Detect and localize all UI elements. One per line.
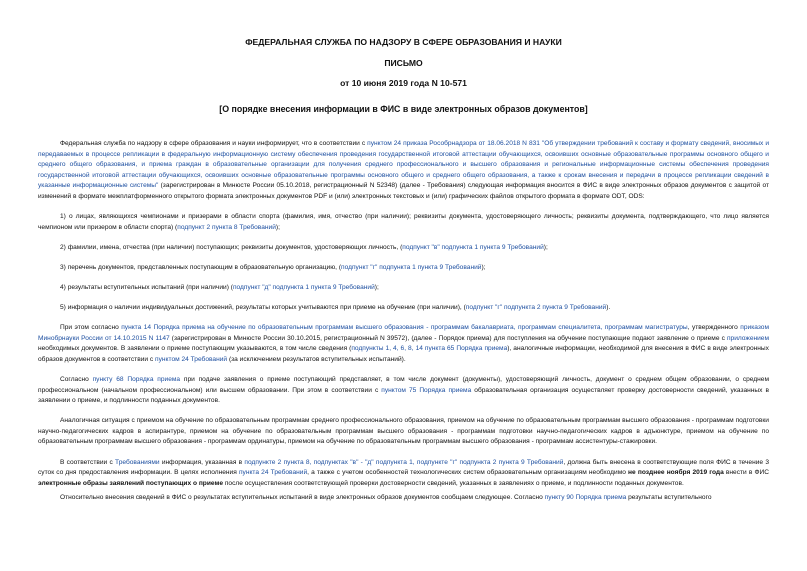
text: (зарегистрирован в Минюсте России 05.10.2018, регистрационный N 52348) (далее - Требования) следующая информация вносится в ФИС в виде электронных образов документов с защитой от изменений в формате межплатформенного открытого формата электронных документов PDF и (или) электронных текстовых и (или) графических файлов открытого формата в формате ODT, ODS:	[38, 182, 769, 200]
link-item-5[interactable]: подпункт "г" подпункта 2 пункта 9 Требований	[465, 304, 607, 312]
list-item-3	[38, 263, 769, 274]
text: При этом согласно	[60, 324, 122, 332]
paragraph-entrance-exams	[38, 493, 769, 504]
text: В соответствии с	[60, 458, 116, 466]
text: внести в ФИС	[723, 469, 769, 477]
paragraph-intro	[38, 139, 769, 203]
list-item-2	[38, 243, 769, 254]
list-item-1	[38, 212, 769, 233]
text: , должна быть внесена в соответствующие поля ФИС в течение 3 суток со дня предоставления информации. В целях исполнения	[38, 458, 769, 477]
paragraph-similar-situation	[38, 416, 769, 448]
document-date-number: от 10 июня 2019 года N 10-571	[340, 78, 467, 88]
link-requirements-point-24[interactable]: пункта 24 Требований	[238, 469, 308, 477]
text: 2) фамилии, имена, отчества (при наличии) поступающих; реквизиты документов, удостоверяющих личность, (	[60, 243, 403, 251]
link-order-831[interactable]: пунктом 24 приказа Рособрнадзора от 18.06.2018 N 831 "Об утверждении требований к составу и формату сведений, вносимых и передаваемых в процессе репликации в федеральную информационную систему обеспечения проведения государственной итоговой аттестации обучающихся, освоивших основные образовательные программы основного общего и среднего общего образования, и приема граждан в образовательные организации для получения среднего профессионального и высшего образования и региональные информационные системы обеспечения проведения государственной итоговой аттестации обучающихся, освоивших основные образовательные программы основного общего и среднего общего образования, а также к срокам внесения и передачи в процессе репликации сведений в указанные информационные системы"	[38, 140, 770, 190]
link-attachment[interactable]: приложением	[726, 334, 770, 342]
document-body	[38, 139, 769, 513]
text: 5) информация о наличии индивидуальных достижений, результаты которых учитываются при приеме на обучение (при наличии), (	[60, 304, 466, 312]
text: образовательная организация осуществляет проверку достоверности сведений, указанных в заявлении о приеме, и подлинности поданных документов.	[38, 386, 769, 405]
text: после осуществления соответствующей проверки достоверности сведений, указанных в заявлениях о приеме, и подлинности поданных документов.	[223, 479, 684, 487]
list-item-5	[38, 303, 769, 314]
text: );	[543, 243, 548, 251]
text: информация, указанная в	[159, 458, 245, 466]
text: Федеральная служба по надзору в сфере образования и науки информирует, что в соответствии с	[60, 140, 368, 147]
text: Согласно	[60, 376, 93, 383]
electronic-images-bold: электронные образы заявлений поступающих о приеме	[38, 479, 224, 487]
link-point-75[interactable]: пунктом 75 Порядка приема	[381, 386, 472, 394]
text: Относительно внесения сведений в ФИС о результатах вступительных испытаний в виде электронных образов документов сообщаем следующее. Согласно	[60, 494, 545, 502]
text: ), аналогичные информации, необходимой для внесения в ФИС в виде электронных образов документов в соответствии с	[38, 345, 769, 363]
link-order-1147[interactable]: приказом Минобрнауки России от 14.10.2015 N 1147	[38, 324, 769, 342]
link-procedure-point-14[interactable]: пункта 14 Порядка приема на обучение по образовательным программам высшего образования - программам бакалавриата, программам специалитета, программам магистратуры	[121, 324, 688, 332]
deadline-bold: не позднее ноября 2019 года	[628, 469, 724, 477]
text: (зарегистрирован в Минюсте России 30.10.2015, регистрационный N 39572), (далее - Порядок приема) для поступления на обучение поступающие подают заявление о приеме с	[169, 334, 727, 342]
paragraph-deadline	[38, 458, 769, 490]
text: (за исключением результатов вступительных испытаний).	[227, 355, 406, 363]
link-requirements-subpoints[interactable]: подпункте 2 пункта 8, подпунктах "в" - "д" подпункта 1, подпункте "г" подпункта 2 пункта 9 Требований	[244, 458, 564, 466]
text: необходимых документов. В заявлении о приеме поступающим указываются, в том числе сведения (	[38, 345, 352, 353]
document-subject: [О порядке внесения информации в ФИС в виде электронных образов документов]	[219, 104, 588, 114]
link-point-65[interactable]: подпункты 1, 4, 6, 8, 14 пункта 65 Порядка приема	[351, 345, 508, 353]
text: , а также с учетом особенностей технологических систем образовательным организациям необходимо	[307, 469, 629, 477]
link-point-68[interactable]: пункту 68 Порядка приема	[92, 376, 181, 383]
paragraph-application-documents	[38, 375, 769, 407]
link-requirements[interactable]: Требованиями	[115, 458, 160, 466]
link-item-4[interactable]: подпункт "д" подпункта 1 пункта 9 Требований	[232, 283, 375, 291]
text: 1) о лицах, являющихся чемпионами и призерами в области спорта (фамилия, имя, отчество (при наличии); реквизиты документа, удостоверяющего личность; реквизиты документа, подтверждающего, что лицо является чемпионом или призером в области спорта) (	[38, 213, 769, 231]
text: );	[374, 283, 379, 291]
text: ).	[606, 304, 611, 312]
text: );	[275, 223, 280, 231]
text: );	[481, 263, 486, 271]
link-requirements-24[interactable]: пунктом 24 Требований	[155, 355, 228, 363]
document-type: ПИСЬМО	[384, 58, 423, 68]
link-item-2[interactable]: подпункт "в" подпункта 1 пункта 9 Требований	[402, 243, 544, 251]
link-item-3[interactable]: подпункт "г" подпункта 1 пункта 9 Требований	[341, 263, 482, 271]
list-item-4	[38, 283, 769, 294]
text: , утвержденного	[687, 324, 741, 332]
paragraph-admission-procedure	[38, 323, 769, 365]
link-item-1[interactable]: подпункт 2 пункта 8 Требований	[177, 223, 276, 231]
text: Аналогичная ситуация с приемом на обучение по образовательным программам среднего профессионального образования, приемом на обучение по образовательным программам высшего образования - программам подготовки научно-педагогических кадров в аспирантуре, приемом на обучение по образовательным программам высшего образования - программам подготовки научно-педагогических кадров в адъюнктуре, приемом на обучение по образовательным программам высшего образования - программам ординатуры, приемом на обучение по образовательным программам высшего образования - программам ассистентуры-стажировки.	[38, 417, 769, 446]
text: результаты вступительного	[626, 494, 712, 502]
text: 3) перечень документов, представленных поступающим в образовательную организацию, (	[60, 263, 342, 271]
text: при подаче заявления о приеме поступающий представляет, в том числе документ (документы), удостоверяющий личность, документ о среднем общем образовании, о среднем профессиональном (начальном профессиональном) или высшем образовании. При этом в соответствии с	[38, 376, 769, 394]
text: 4) результаты вступительных испытаний (при наличии) (	[60, 283, 233, 291]
link-point-90[interactable]: пункту 90 Порядка приема	[544, 494, 627, 502]
agency-title: ФЕДЕРАЛЬНАЯ СЛУЖБА ПО НАДЗОРУ В СФЕРЕ ОБРАЗОВАНИЯ И НАУКИ	[245, 37, 562, 47]
